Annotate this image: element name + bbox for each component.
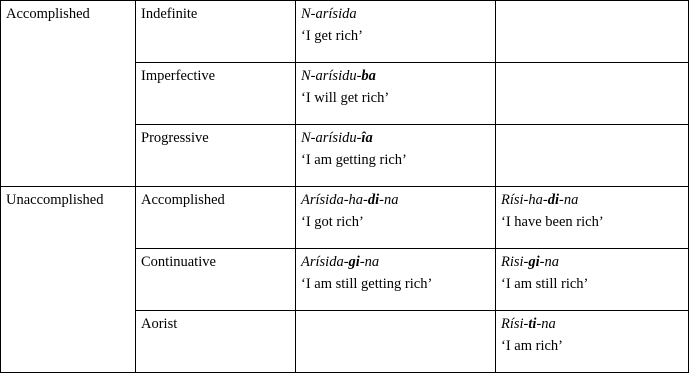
form-cell <box>296 125 496 187</box>
verb-form <box>301 189 490 211</box>
form-cell <box>496 1 689 63</box>
aspect-cell: Accomplished <box>136 187 296 249</box>
form-suffix: ti <box>528 316 537 332</box>
form-cell <box>496 249 689 311</box>
form-suffix: ba <box>361 68 376 84</box>
form-stem: Risi- <box>501 254 529 270</box>
gloss: ‘I will get rich’ <box>301 90 390 106</box>
form-ending: -na <box>379 192 399 208</box>
form-stem: N-arísidu- <box>301 130 362 146</box>
form-suffix: di <box>367 192 380 208</box>
gloss: ‘I have been rich’ <box>501 214 604 230</box>
verb-form <box>501 251 683 273</box>
gloss: ‘I get rich’ <box>301 28 363 44</box>
aspect-cell: Aorist <box>136 311 296 373</box>
form-stem: N-arísidu- <box>301 68 362 84</box>
form-cell <box>296 311 496 373</box>
verb-form <box>501 189 683 211</box>
verb-form <box>501 313 683 335</box>
form-stem: Rísi-ha- <box>501 192 548 208</box>
verb-form <box>301 127 490 149</box>
group-cell-unaccomplished: Unaccomplished <box>1 187 136 373</box>
table-row <box>1 187 689 249</box>
form-stem: Arísida- <box>301 254 349 270</box>
verb-form <box>301 251 490 273</box>
table-row <box>1 1 689 63</box>
form-ending: -na <box>536 316 556 332</box>
aspect-cell: Imperfective <box>136 63 296 125</box>
aspect-cell: Continuative <box>136 249 296 311</box>
form-cell <box>296 187 496 249</box>
form-suffix: di <box>547 192 559 208</box>
gloss: ‘I am rich’ <box>501 338 563 354</box>
form-cell <box>296 249 496 311</box>
form-cell <box>496 187 689 249</box>
gloss: ‘I am still rich’ <box>501 276 589 292</box>
form-cell <box>496 125 689 187</box>
form-stem: N-arísida <box>301 6 357 22</box>
group-cell-accomplished: Accomplished <box>1 1 136 187</box>
gloss: ‘I am still getting rich’ <box>301 276 433 292</box>
form-cell <box>496 311 689 373</box>
form-ending: -na <box>559 192 579 208</box>
form-stem: Rísi- <box>501 316 529 332</box>
form-cell <box>296 63 496 125</box>
aspect-cell: Progressive <box>136 125 296 187</box>
form-stem: Arísida-ha- <box>301 192 368 208</box>
gloss: ‘I am getting rich’ <box>301 152 407 168</box>
form-suffix: gi <box>348 254 360 270</box>
gloss: ‘I got rich’ <box>301 214 364 230</box>
verb-form <box>301 65 490 87</box>
form-cell <box>496 63 689 125</box>
form-ending: -na <box>539 254 560 270</box>
aspect-cell: Indefinite <box>136 1 296 63</box>
form-suffix: gi <box>528 254 540 270</box>
form-ending: -na <box>359 254 380 270</box>
form-suffix: îa <box>361 130 373 146</box>
verb-form <box>301 3 490 25</box>
form-cell <box>296 1 496 63</box>
